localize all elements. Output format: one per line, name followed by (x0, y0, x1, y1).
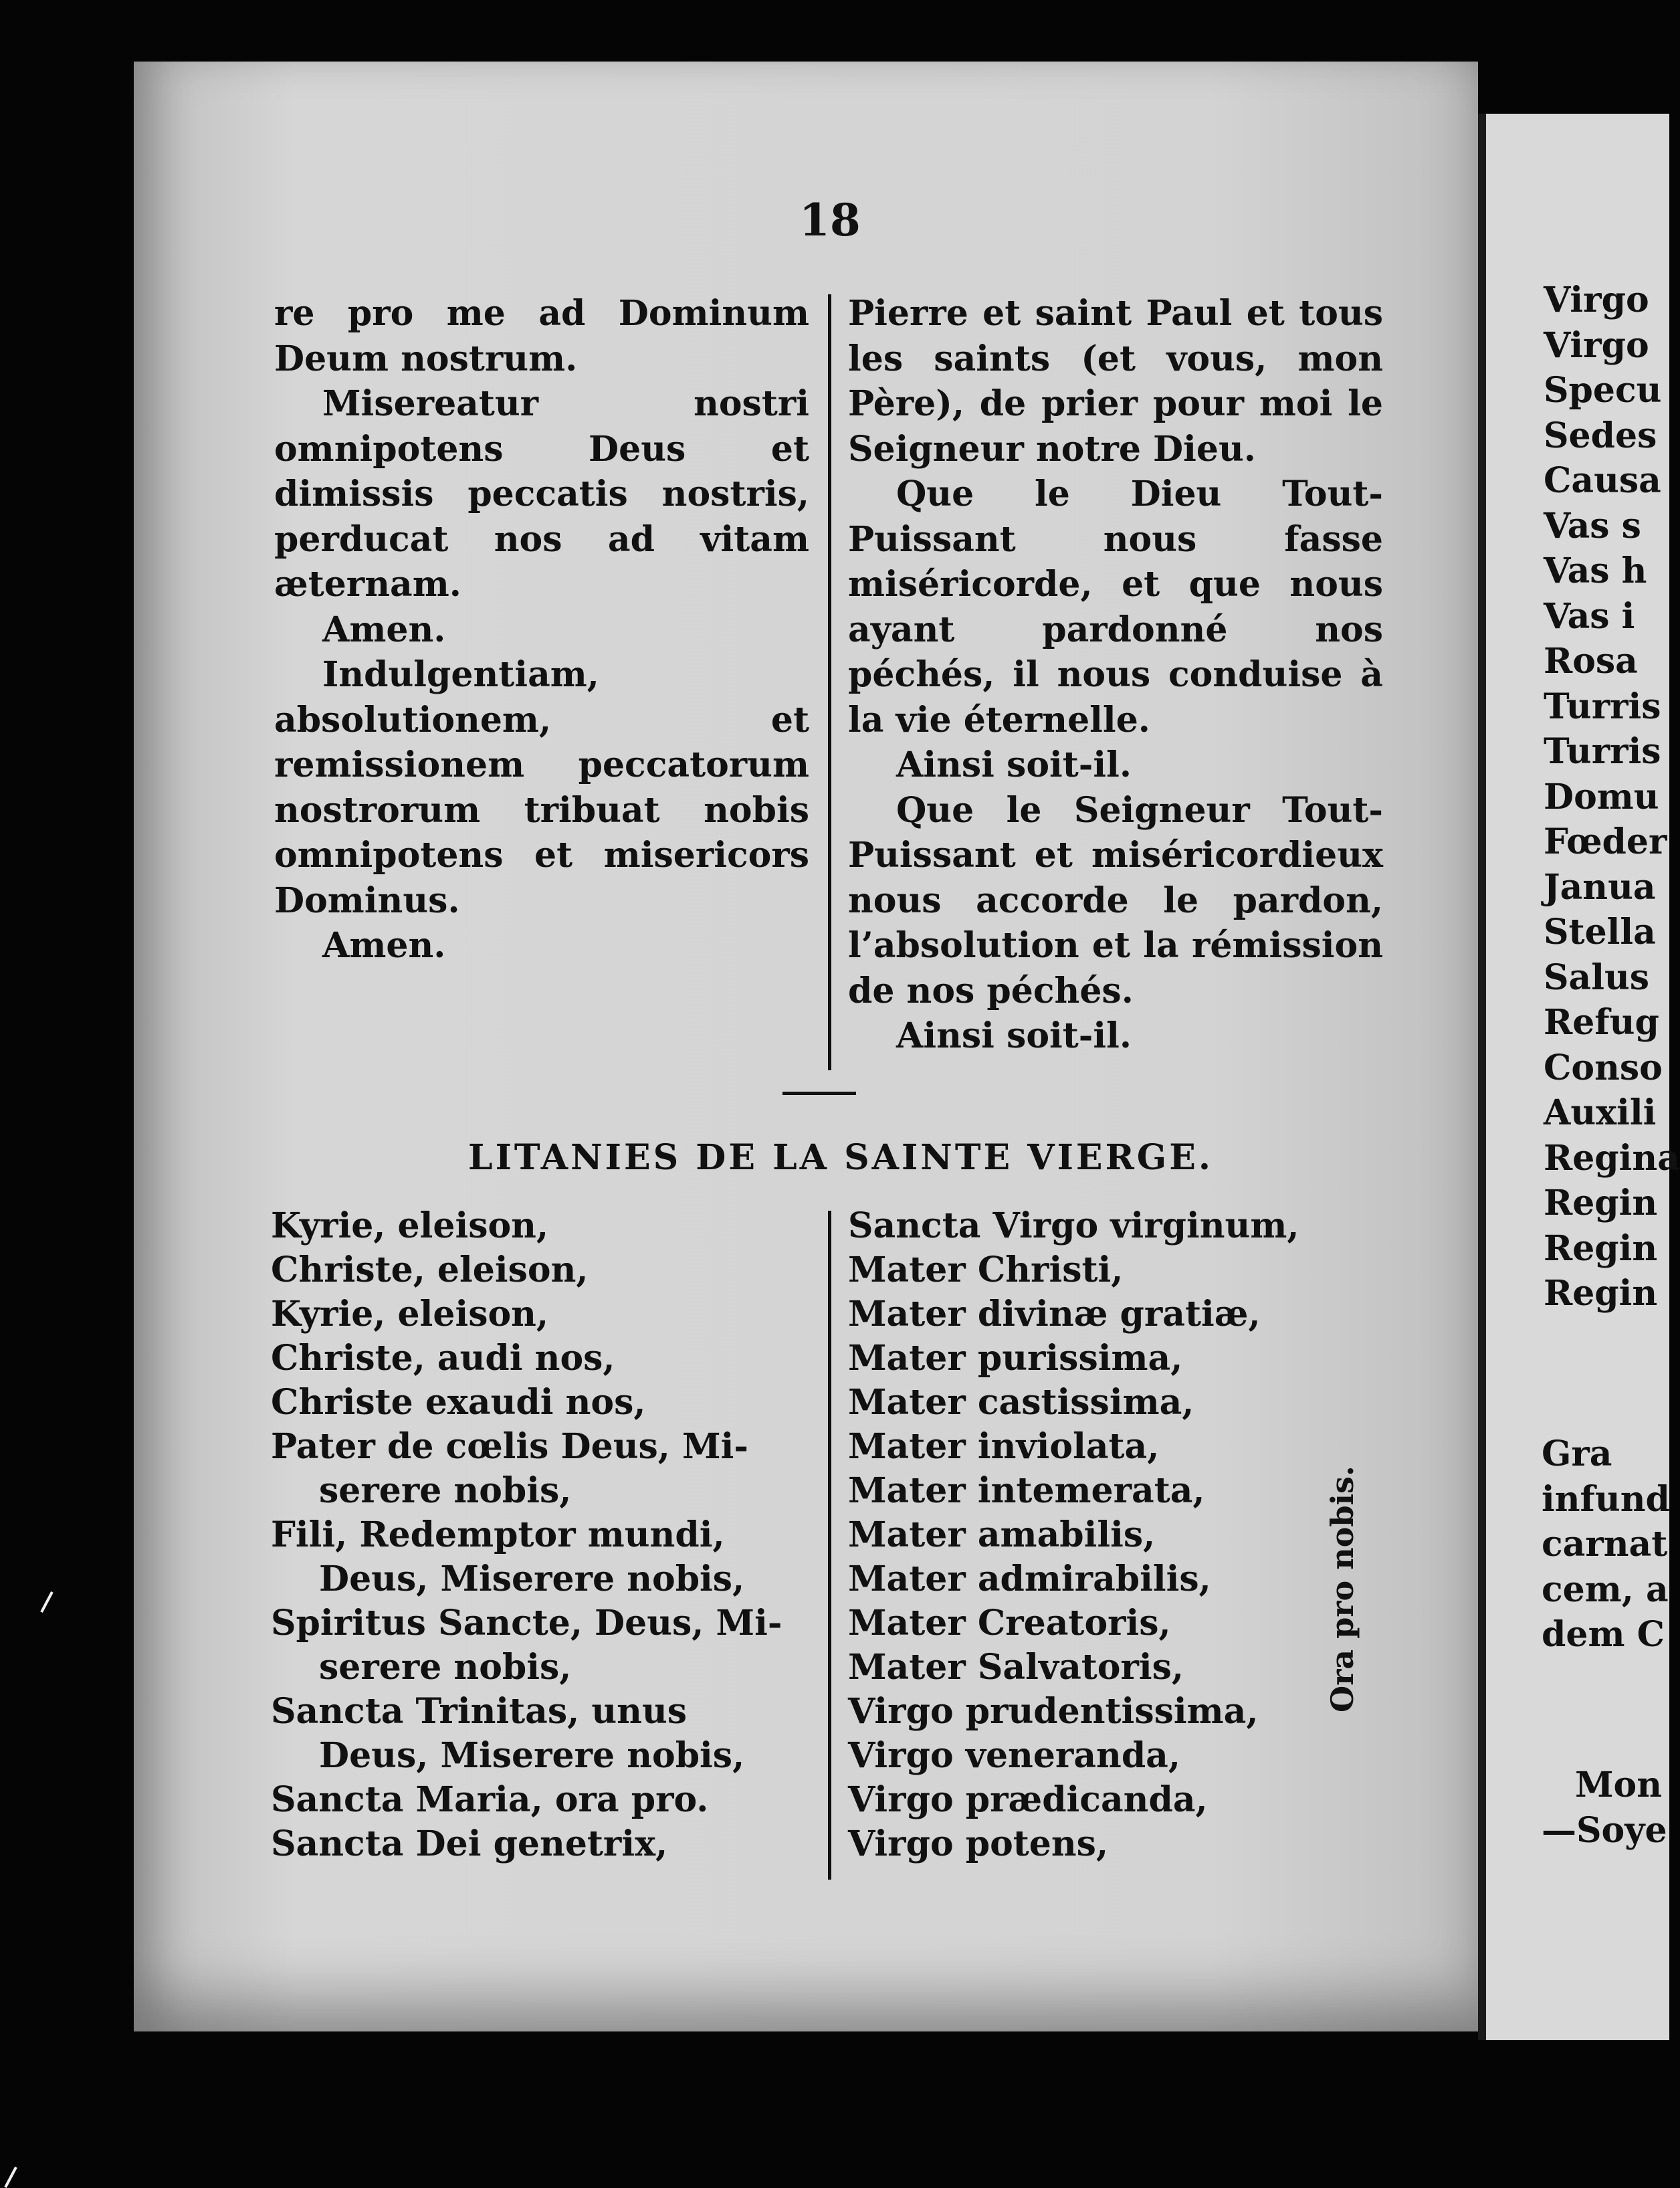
adjacent-page-line: Vas i (1544, 595, 1635, 637)
adjacent-page-line: Virgo (1544, 280, 1649, 320)
litany-invocation: Mater intemerata, (848, 1470, 1205, 1511)
litany-invocation: Spiritus Sancte, Deus, Mi- (271, 1603, 782, 1644)
adjacent-page-line: Sedes (1544, 415, 1657, 456)
adjacent-page-line: Regin (1544, 1227, 1658, 1269)
margin-response: Ora pro nobis. (1324, 1466, 1360, 1712)
litany-invocation: Sancta Trinitas, unus (271, 1691, 688, 1732)
adjacent-page-line: Stella (1544, 912, 1656, 953)
adjacent-page-lower-text (1542, 1431, 1670, 1658)
left-text-column (274, 291, 809, 969)
adjacent-page-line: Vas h (1544, 551, 1647, 591)
latin-paragraph: Indulgentiam, absolutionem, et remissionem peccatorum nostrorum tribuat nobis omnipotens et misericors Dominus. (274, 654, 809, 921)
film-scratch (40, 1591, 53, 1613)
litany-invocation: Mater purissima, (848, 1338, 1183, 1379)
litany-invocation: Mater Creatoris, (848, 1603, 1171, 1644)
adjacent-page-line: carnat (1542, 1524, 1668, 1565)
adjacent-page-line: Causa (1544, 460, 1661, 501)
adjacent-page-line: cem, a (1542, 1569, 1669, 1610)
litany-invocation: Deus, Miserere nobis, (319, 1735, 745, 1776)
litany-invocation: Christe exaudi nos, (271, 1382, 646, 1423)
column-divider-top (828, 294, 831, 1070)
adjacent-page-upper-text (1544, 278, 1680, 1316)
adjacent-page-line: Salus (1544, 957, 1650, 998)
litany-invocation: Sancta Maria, ora pro. (271, 1779, 709, 1820)
litany-invocation: Kyrie, eleison, (271, 1294, 549, 1334)
litany-invocation: Christe, eleison, (271, 1250, 589, 1290)
litany-invocation: Mater divinæ gratiæ, (848, 1294, 1261, 1334)
litany-invocation: Sancta Virgo virginum, (848, 1205, 1299, 1246)
french-paragraph: Que le Seigneur Tout-Puissant et miséricordieux nous accorde le pardon, l’absolution et la rémission de nos péchés. (848, 789, 1383, 1011)
litany-invocation: Fili, Redemptor mundi, (271, 1514, 725, 1555)
page-number: 18 (799, 194, 861, 246)
adjacent-page-line: Virgo (1544, 324, 1649, 366)
latin-paragraph: Amen. (322, 609, 446, 650)
adjacent-page-line: Conso (1544, 1047, 1663, 1088)
latin-paragraph: Amen. (322, 925, 446, 966)
adjacent-page-line: Gra (1542, 1433, 1612, 1474)
latin-paragraph: re pro me ad Dominum Deum nostrum. (274, 293, 809, 379)
litany-invocation: serere nobis, (319, 1470, 572, 1511)
adjacent-page-line: Mon (1575, 1765, 1663, 1805)
adjacent-page-line: Specu (1544, 370, 1662, 411)
column-divider-bottom (828, 1211, 831, 1880)
litany-right-column (848, 1204, 1383, 1866)
adjacent-page-line: Domu (1544, 776, 1659, 817)
adjacent-page-line: Regina (1544, 1137, 1680, 1179)
litany-invocation: Christe, audi nos, (271, 1338, 615, 1379)
litany-invocation: Pater de cœlis Deus, Mi- (271, 1426, 748, 1467)
adjacent-page-line: Janua (1544, 866, 1656, 908)
adjacent-page-line: Auxili (1544, 1092, 1657, 1133)
right-text-column (848, 291, 1383, 1059)
french-paragraph: Que le Dieu Tout-Puissant nous fasse miséricorde, et que nous ayant pardonné nos péchés, il nous conduise à la vie éternelle. (848, 474, 1383, 740)
film-scratch (4, 2167, 17, 2188)
adjacent-page-line: Refug (1544, 1002, 1659, 1043)
adjacent-page-bottom-text (1542, 1763, 1667, 1853)
adjacent-page-line: Regin (1544, 1183, 1658, 1223)
litany-invocation: serere nobis, (319, 1647, 572, 1688)
litany-invocation: Virgo prudentissima, (848, 1691, 1259, 1732)
litany-invocation: Mater Salvatoris, (848, 1647, 1184, 1688)
section-divider-arrow (782, 1092, 856, 1095)
adjacent-page-line: —Soye (1542, 1809, 1667, 1851)
french-paragraph: Ainsi soit-il. (896, 744, 1132, 785)
adjacent-page-line: Fœder (1544, 821, 1667, 862)
adjacent-page-line: infund (1542, 1478, 1670, 1520)
litany-invocation: Sancta Dei genetrix, (271, 1823, 668, 1864)
litany-invocation: Virgo potens, (848, 1823, 1109, 1864)
litany-invocation: Mater inviolata, (848, 1426, 1160, 1467)
litany-left-column (271, 1204, 806, 1866)
french-paragraph: Ainsi soit-il. (896, 1015, 1132, 1056)
litany-heading: LITANIES DE LA SAINTE VIERGE. (468, 1137, 1213, 1178)
litany-invocation: Mater admirabilis, (848, 1559, 1211, 1599)
litany-invocation: Virgo veneranda, (848, 1735, 1180, 1776)
litany-invocation: Kyrie, eleison, (271, 1205, 549, 1246)
adjacent-page-line: Turris (1544, 686, 1661, 727)
litany-invocation: Virgo prædicanda, (848, 1779, 1208, 1820)
adjacent-page-line: dem C (1542, 1614, 1665, 1655)
litany-invocation: Mater Christi, (848, 1250, 1124, 1290)
adjacent-page-line: Regin (1544, 1273, 1658, 1314)
adjacent-page-line: Rosa (1544, 641, 1638, 682)
adjacent-page-line: Turris (1544, 731, 1661, 772)
french-paragraph: Pierre et saint Paul et tous les saints (et vous, mon Père), de prier pour moi le Seigneur notre Dieu. (848, 293, 1383, 470)
litany-invocation: Mater amabilis, (848, 1514, 1156, 1555)
litany-invocation: Deus, Miserere nobis, (319, 1559, 745, 1599)
litany-invocation: Mater castissima, (848, 1382, 1194, 1423)
adjacent-page-line: Vas s (1544, 505, 1641, 546)
latin-paragraph: Misereatur nostri omnipotens Deus et dimissis peccatis nostris, perducat nos ad vitam æternam. (274, 383, 809, 605)
